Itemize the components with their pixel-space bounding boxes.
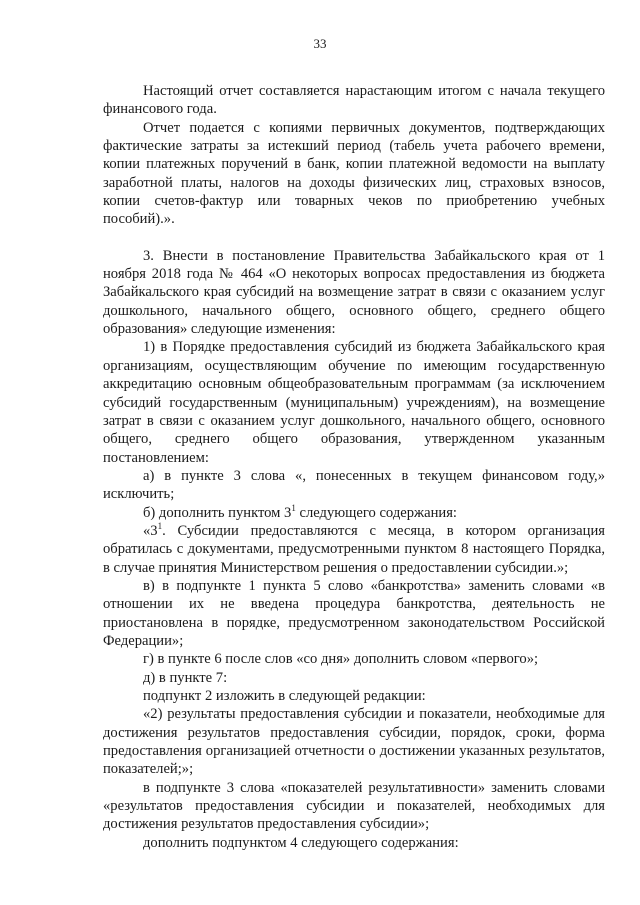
paragraph-item-3: 3. Внести в постановление Правительства Забайкальского края от 1 ноября 2018 года № 464 «О некоторых вопросах предоставления из бюджета Забайкальского края субсидий на возмещение затрат в связи с оказанием услуг дошкольного, начального общего, основного общего, среднего общего образования» следующие изменения: <box>103 247 605 338</box>
paragraph-report-cumulative: Настоящий отчет составляется нарастающим итогом с начала текущего финансового года. <box>103 83 605 118</box>
paragraph-report-documents: Отчет подается с копиями первичных документов, подтверждающих фактические затраты за истекший период (табель учета рабочего времени, копии платежных поручений в банк, копии платежной ведомости на выплату заработной платы, налогов на доходы физических лиц, страховых взносов, копии счетов-фактур или товарных чеков по приобретению учебных пособий).». <box>103 119 605 228</box>
superscript: 1 <box>291 502 296 513</box>
paragraph-subitem-g: г) в пункте 6 после слов «со дня» дополнить словом «первого»; <box>143 651 539 668</box>
paragraph-subitem-b <box>103 504 605 522</box>
text-run: . Субсидии предоставляются с месяца, в котором организация обратилась с документами, предусмотренными пунктом 8 настоящего Порядка, в случае принятия Министерством решения о предоставлении субсидии.»; <box>103 522 605 576</box>
paragraph-gap <box>103 229 605 247</box>
paragraph-subitem-d: д) в пункте 7: <box>143 669 228 686</box>
text-run: б) дополнить пунктом 3 <box>143 504 292 521</box>
page-number: 33 <box>313 36 327 51</box>
document-body <box>103 82 605 852</box>
text-run: следующего содержания: <box>295 504 457 521</box>
paragraph-subpoint-3: в подпункте 3 слова «показателей результативности» заменить словами «результатов предоставления субсидии и показателей, необходимых для достижения результатов предоставления субсидии»; <box>103 779 605 833</box>
paragraph-subitem-1: 1) в Порядке предоставления субсидий из бюджета Забайкальского края организациям, осуществляющим обучение по имеющим государственную аккредитацию основным общеобразовательным программам (за исключением субсидий государственным (муниципальным) учреждениям), на возмещение затрат в связи с оказанием услуг дошкольного, начального общего, основного общего, среднего общего образования, утвержденном указанным постановлением: <box>103 339 605 466</box>
paragraph-point-3-1 <box>103 522 605 577</box>
superscript: 1 <box>157 520 163 531</box>
paragraph-subitem-v: в) в подпункте 1 пункта 5 слово «банкротства» заменить словами «в отношении их не введена процедура банкротства, деятельность не приостановлена в порядке, предусмотренном законодательством Российской Федерации»; <box>103 577 605 649</box>
paragraph-subitem-a: а) в пункте 3 слова «, понесенных в текущем финансовом году,» исключить; <box>103 467 605 503</box>
paragraph-subpoint-2-intro: подпункт 2 изложить в следующей редакции: <box>143 688 426 704</box>
paragraph-subpoint-4-intro: дополнить подпунктом 4 следующего содержания: <box>143 834 459 851</box>
text-run: «3 <box>143 522 158 539</box>
paragraph-subpoint-2-text: «2) результаты предоставления субсидии и показатели, необходимые для достижения результатов предоставления субсидии, порядок, сроки, форма предоставления организацией отчетности о достижении указанных результатов, показателей;»; <box>103 706 605 778</box>
